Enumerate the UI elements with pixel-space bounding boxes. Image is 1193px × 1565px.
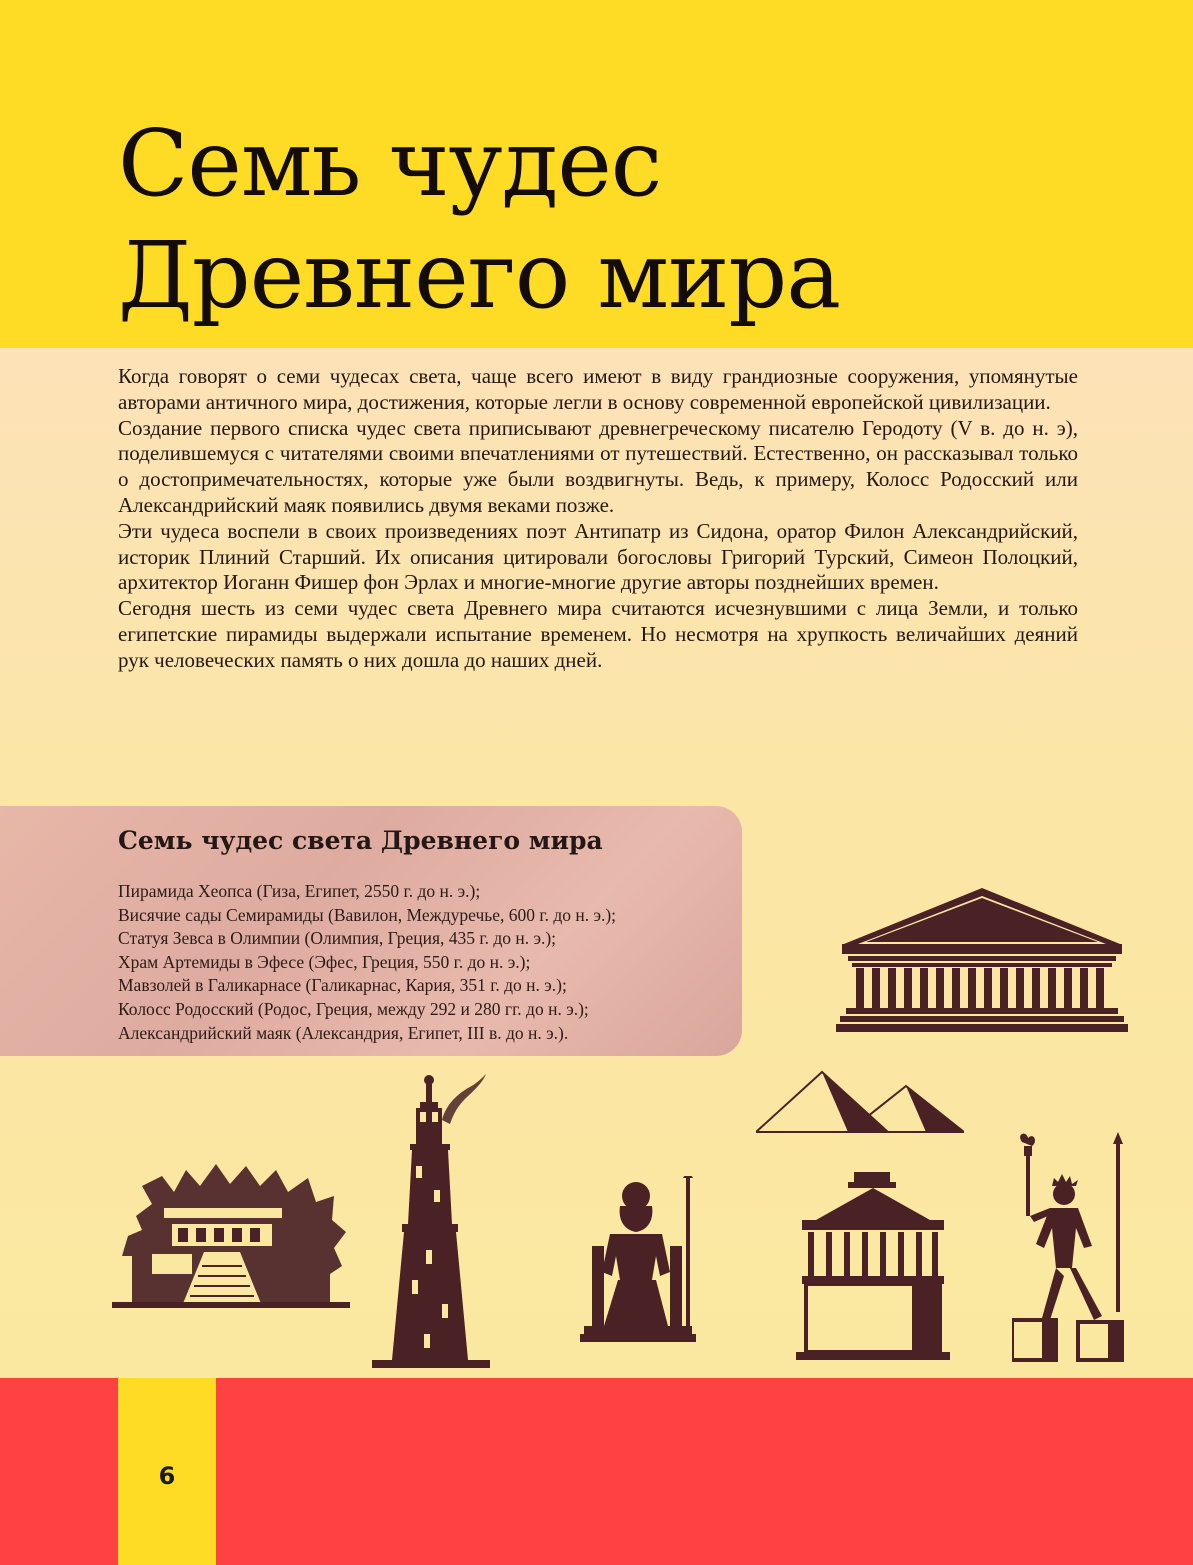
mausoleum-icon	[792, 1170, 954, 1360]
temple-of-artemis-icon	[836, 882, 1128, 1034]
intro-paragraph: Сегодня шесть из семи чудес света Древнего мира считаются исчезнувшими с лица Земли, и только египетские пирамиды выдержали испытание временем. Но несмотря на хрупкость величайших деяний рук человеческих память о них дошла до наших дней.	[118, 596, 1078, 672]
pyramids-icon	[756, 1068, 964, 1136]
list-item: Мавзолей в Галикарнасе (Галикарнас, Кария, 351 г. до н. э.);	[118, 975, 567, 996]
list-item: Храм Артемиды в Эфесе (Эфес, Греция, 550 г. до н. э.);	[118, 951, 531, 972]
page-number: 6	[158, 1462, 176, 1490]
colossus-of-rhodes-icon	[1012, 1132, 1138, 1362]
page-title-line-1: Семь чудес	[118, 110, 662, 217]
list-item: Статуя Зевса в Олимпии (Олимпия, Греция, 435 г. до н. э.);	[118, 928, 557, 949]
lighthouse-of-alexandria-icon	[372, 1074, 490, 1368]
wonders-list	[118, 880, 738, 1045]
list-item: Александрийский маяк (Александрия, Египет, III в. до н. э.).	[118, 1022, 569, 1043]
intro-paragraph: Когда говорят о семи чудесах света, чаще всего имеют в виду грандиозные сооружения, упомянутые авторами античного мира, достижения, которые легли в основу современной европейской цивилизации.	[118, 364, 1078, 414]
intro-text	[118, 364, 1078, 674]
list-item: Колосс Родосский (Родос, Греция, между 292 и 280 гг. до н. э.);	[118, 998, 589, 1019]
list-item: Пирамида Хеопса (Гиза, Египет, 2550 г. до н. э.);	[118, 881, 481, 901]
statue-of-zeus-icon	[578, 1176, 698, 1342]
intro-paragraph: Эти чудеса воспели в своих произведениях поэт Антипатр из Сидона, оратор Филон Александрийский, историк Плиний Старший. Их описания цитировали богословы Григорий Турский, Симеон Полоцкий, архитектор Иоганн Фишер фон Эрлах и многие-многие другие авторы позднейших времен.	[118, 518, 1078, 595]
page-title-line-2: Древнего мира	[118, 222, 841, 329]
wonders-box-title: Семь чудес света Древнего мира	[118, 826, 603, 855]
list-item: Висячие сады Семирамиды (Вавилон, Междуречье, 600 г. до н. э.);	[118, 904, 617, 925]
page-title	[118, 108, 840, 332]
hanging-gardens-icon	[112, 1156, 350, 1308]
intro-paragraph: Создание первого списка чудес света приписывают древнегреческому писателю Геродоту (V в. до н. э), поделившемуся с читателями своими впечатлениями от путешествий. Естественно, он рассказывал только о достопримечательностях, которые уже были воздвигнуты. Ведь, к примеру, Колосс Родосский или Александрийский маяк появились двумя веками позже.	[118, 415, 1078, 517]
